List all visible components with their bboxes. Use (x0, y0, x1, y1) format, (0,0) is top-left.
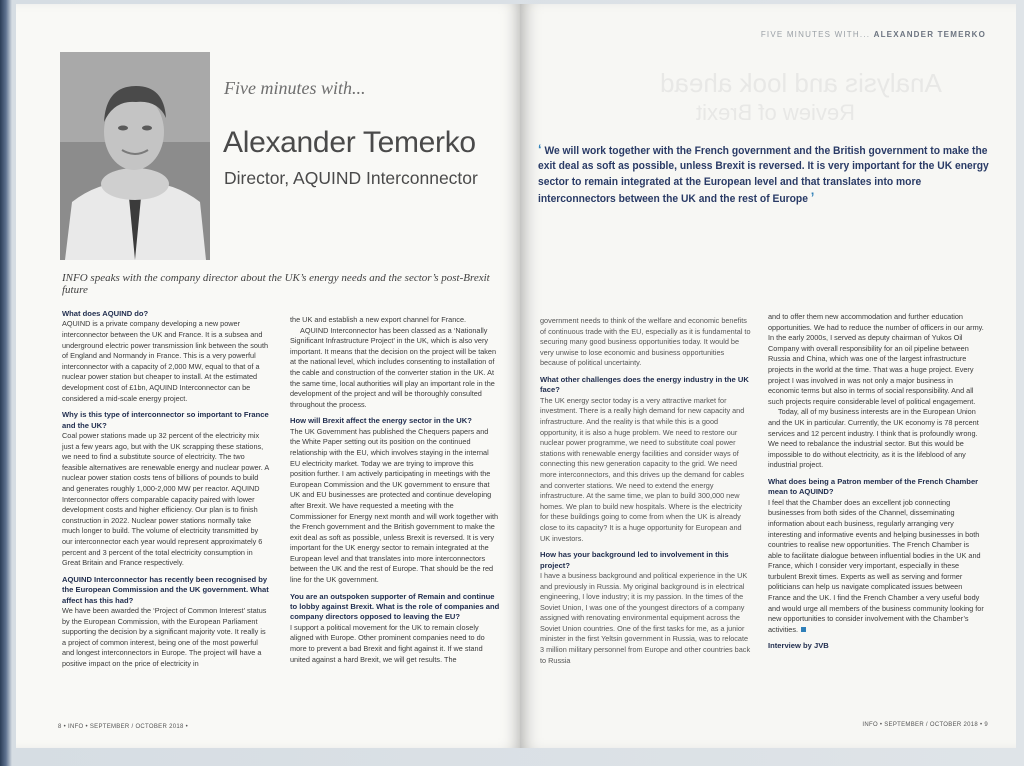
standfirst: INFO speaks with the company director about the UK’s energy needs and the sector’s post-Brexit future (62, 272, 490, 296)
question-heading: What does AQUIND do? (62, 309, 149, 318)
answer-paragraph (768, 498, 984, 636)
answer-paragraph: I have a business background and political experience in the UK and previously in Russia. My original background is in electrical engineering, I love industry; it is my passion. In the times of the Soviet Union, I was one of the youngest directors of a company assigned with renovating environmental equipment across the Soviet Union countries. One of the first tasks for me, as a junior minister in the first Yeltsin government in Russia, was to relocate 3 million military personnel from Europe and other countries back to Russia (540, 570, 751, 665)
portrait-illustration (60, 52, 210, 260)
interviewee-name: Alexander Temerko (223, 126, 476, 159)
running-head-light: FIVE MINUTES WITH... (760, 30, 871, 39)
show-through-text: Review of Brexit (696, 100, 855, 125)
end-of-article-mark (801, 627, 806, 632)
page-folio-left: 8 • INFO • SEPTEMBER / OCTOBER 2018 • (58, 724, 188, 730)
running-head-bold: ALEXANDER TEMERKO (873, 30, 986, 39)
answer-paragraph: The UK energy sector today is a very attractive market for investment. There is a really high demand for new capacity and infrastructure. And the reality is that while this is a good opportunity, it is also a huge problem. We need to restore our nuclear power programme, we need to substitute coal power stations with renewable energy facilities and consider ways of connecting this new generation capacity to the grid. We need more interconnectors, and this drives up the demand for cables and converter stations. We need to extend the energy infrastructure. At the same time, we plan to build 300,000 new homes. We plan to build new hospitals. Where is the electricity for these buildings going to come from when the UK is already close to its capacity? It is a huge opportunity for European and UK investors. (540, 395, 745, 543)
question-heading: How will Brexit affect the energy sector in the UK? (290, 416, 472, 426)
left-page (16, 4, 522, 748)
answer-text: I feel that the Chamber does an excellent job connecting businesses from both sides of the Channel, disseminating information about each business, regularly arranging very interesting and informative events and helping businesses in both countries to realise new opportunities. The French Chamber is able to facilitate dialogue between influential bodies in the UK and France, which I consider very important, especially in these turbulent Brexit times. Experts as well as serving and former politicians can help us navigate complicated issues between France and the UK. I find the French Chamber a very useful body and would urge all members of the business community looking for new opportunities to consider involvement with the Chamber’s activities. (768, 497, 984, 634)
quote-open-mark: ‘ (538, 141, 542, 157)
right-column-1 (540, 316, 752, 666)
kicker: Five minutes with... (224, 78, 366, 98)
answer-paragraph: Today, all of my business interests are in the European Union and the UK in particular. Currently, the UK economy is 78 percent services and 12 percent industry. I think that is profoundly wrong. We need to rebalance the industrial sector. But this would be impossible to do without electricity, as it is the lifeblood of any industrial project. (768, 407, 979, 470)
show-through-text: Analysis and look ahead (660, 68, 942, 98)
question-heading: AQUIND Interconnector has recently been recognised by the European Commission and the UK government. What affect has this had? (62, 574, 269, 605)
byline: Interview by JVB (768, 641, 829, 651)
answer-paragraph: The UK Government has published the Chequers papers and the White Paper setting out its position on the continued relationship with the EU, which involves staying in the internal EU electricity market. Today we are trying to improve this position further. I am actively participating in meetings with the European Commission and the UK government to ensure that UK and EU businesses are protected and continue developing after Brexit. We have requested a meeting with the Commissioner for Energy next month and will work together with the French government and the British government to make the exit deal as soft as possible, unless Brexit is reversed. It is very important for the UK energy sector to remain integrated at the European level and that translates into more interconnectors between the UK and the rest of Europe. That should be the red line for the UK government. (290, 426, 499, 585)
page-folio-right: INFO • SEPTEMBER / OCTOBER 2018 • 9 (862, 722, 988, 728)
portrait-photo (60, 52, 210, 260)
answer-paragraph: and to offer them new accommodation and further education opportunities. We had to reduce the number of officers in our army. In the early 2000s, I served as deputy chairman of Yukos Oil Company with overall responsibility for an oil pipeline between Russia and China, which was one of the largest infrastructure projects in the world at the time. That was a huge project. Every project I was involved in was not only a major business in economic terms but also in terms of social responsibility. And all such projects require considerable level of political engagement. (768, 312, 984, 406)
right-page (520, 4, 1016, 748)
answer-paragraph: Coal power stations made up 32 percent of the electricity mix just a few years ago, but with the UK scrapping these stations, we need to find a substitute source of electricity. The two feasible alternatives are renewable energy and nuclear power. A nuclear power station costs tens of billions of pounds to build and generates roughly 1,000-2,000 MW per reactor. AQUIND Interconnector offers comparable capacity paired with lower development costs and higher efficiency. Our plan is to finish construction in 2022. Nuclear power stations normally take much longer to build. The volume of electricity transmitted by our interconnector each year would represent approximately 6 percent and 3 percent of the total electricity consumption in Great Britain and France respectively. (62, 430, 269, 568)
pull-quote (538, 142, 991, 208)
question-heading: You are an outspoken supporter of Remain and continue to lobby against Brexit. What is the role of companies and company directors opposed to leaving the EU? (290, 591, 500, 622)
running-head (761, 30, 986, 39)
answer-paragraph: We have been awarded the ‘Project of Common Interest’ status by the European Commission, with the European Parliament supporting the decision by a significant majority vote. It really is a project of common interest, being one of the most powerful and longest interconnectors in Europe. The project will have a positive impact on the price of electricity in (62, 605, 267, 668)
question-heading: What other challenges does the energy industry in the UK face? (540, 374, 749, 395)
right-column-2 (768, 312, 984, 652)
answer-paragraph: AQUIND Interconnector has been classed as a ‘Nationally Significant Infrastructure Project’ in the UK, which is also very important. It means that the decision on the project will be taken at the national level, which includes consenting to installation of the cable and construction of the converter station in the UK. At the same time, local authorities will play an important role in the development of the project and will be thoroughly consulted throughout the process. (290, 325, 497, 409)
answer-paragraph: government needs to think of the welfare and economic benefits of continuous trade with the EU, especially as it is fundamental to securing many good business opportunities today. It would be very unwise to lose economic and business opportunities because of political uncertainty. (540, 316, 751, 368)
question-heading: Why is this type of interconnector so important to France and the UK? (62, 410, 269, 430)
answer-paragraph: AQUIND is a private company developing a new power interconnector between the UK and France. It is a subsea and underground electric power transmission link between the south of England and Normandy in France. This is a very powerful interconnector with a capacity of 2,000 MW, equal to that of a nuclear power station but cheaper to install. At the estimated development cost of £1bn, AQUIND Interconnector can be considered a mid-scale energy project. (62, 319, 269, 403)
left-column-2 (290, 315, 500, 665)
question-heading: How has your background led to involvement in this project? (540, 550, 729, 570)
interviewee-role: Director, AQUIND Interconnector (224, 168, 478, 188)
left-column-1 (62, 309, 270, 669)
answer-paragraph: the UK and establish a new export channel for France. (290, 315, 467, 324)
question-heading: What does being a Patron member of the French Chamber mean to AQUIND? (768, 476, 979, 497)
pull-quote-text: We will work together with the French government and the British government to make the exit deal as soft as possible, unless Brexit is reversed. It is very important for the UK energy sector to remain integrated at the European level and that translates into more interconnectors between the UK and the rest of Europe (538, 145, 989, 206)
quote-close-mark: ’ (810, 189, 815, 206)
answer-paragraph: I support a political movement for the UK to remain closely aligned with Europe. Other prominent companies need to do more to prevent a bad Brexit and fight against it. If we stand united against a hard Brexit, we will get results. The (290, 622, 485, 664)
